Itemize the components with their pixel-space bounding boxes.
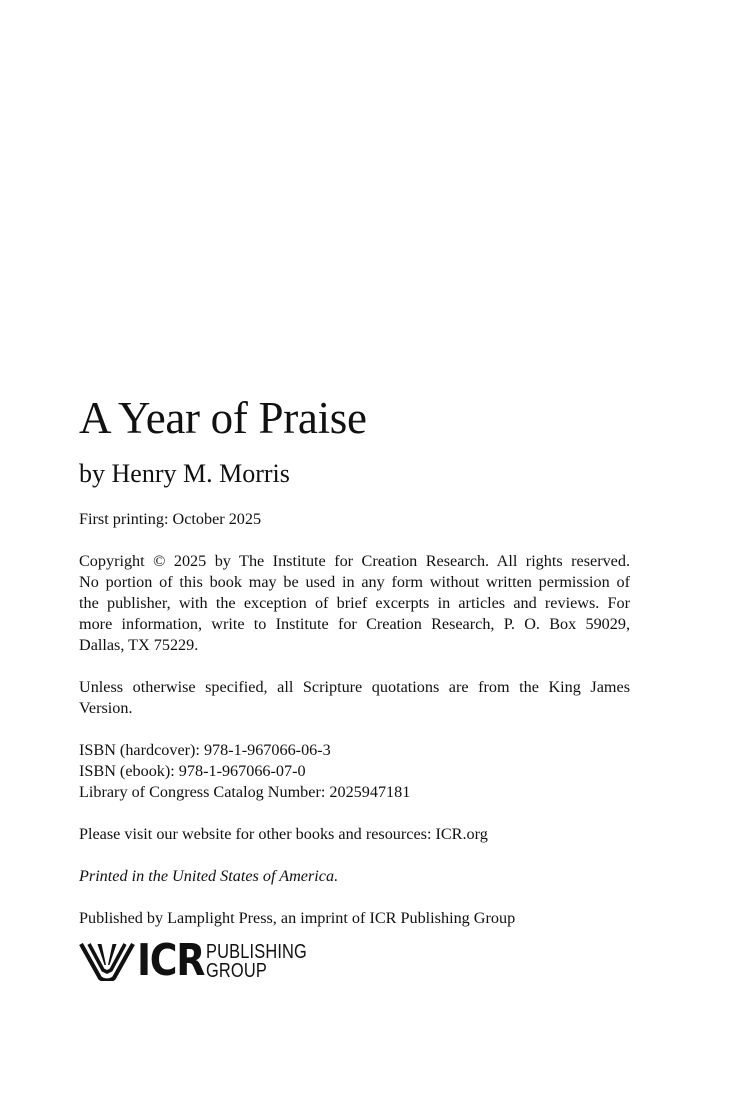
scripture-notice: [79, 677, 630, 719]
copyright-line: No portion of this book may be used in any form without written permission of: [79, 573, 630, 591]
icr-publishing-group-logo: [79, 935, 319, 986]
published-by: Published by Lamplight Press, an imprint of ICR Publishing Group: [79, 909, 516, 927]
copyright-line: Copyright © 2025 by The Institute for Creation Research. All rights reserved.: [79, 552, 630, 570]
icr-rays-mark-icon: [79, 943, 135, 981]
logo-subtitle: [206, 943, 307, 981]
book-author: by Henry M. Morris: [79, 459, 290, 488]
copyright-line: more information, write to Institute for Creation Research, P. O. Box 59029,: [79, 615, 630, 633]
copyright-line: Dallas, TX 75229.: [79, 636, 199, 654]
copyright-line: the publisher, with the exception of brief excerpts in articles and reviews. For: [79, 594, 630, 612]
first-printing: First printing: October 2025: [79, 510, 262, 528]
isbn-block: [79, 740, 630, 803]
isbn-ebook: ISBN (ebook): 978-1-967066-07-0: [79, 762, 306, 780]
logo-wordmark: ICR: [137, 935, 205, 986]
scripture-line: Version.: [79, 699, 133, 717]
scripture-line: Unless otherwise specified, all Scripture quotations are from the King James: [79, 678, 630, 696]
logo-sub-line-2: GROUP: [206, 960, 267, 982]
isbn-hardcover: ISBN (hardcover): 978-1-967066-06-3: [79, 741, 331, 759]
logo-sub-line-1: PUBLISHING: [206, 941, 307, 963]
book-title: A Year of Praise: [79, 393, 367, 443]
website-note: Please visit our website for other books and resources: ICR.org: [79, 825, 488, 843]
lccn: Library of Congress Catalog Number: 2025947181: [79, 783, 411, 801]
printed-in: Printed in the United States of America.: [79, 867, 339, 885]
copyright-notice: [79, 551, 630, 656]
